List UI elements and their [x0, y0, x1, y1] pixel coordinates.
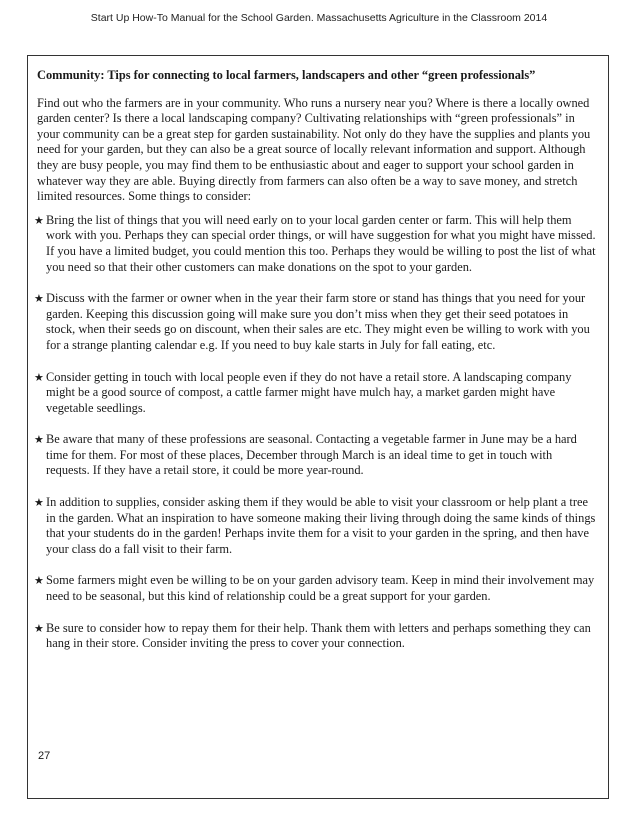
page-number: 27 — [38, 750, 51, 763]
tip-item — [34, 620, 598, 652]
star-icon: ★ — [34, 622, 44, 635]
star-icon: ★ — [34, 214, 44, 227]
tip-text: Discuss with the farmer or owner when in the year their farm store or stand has things that you need for your garden. Keeping this discussion going will make sure you don’t miss when they get their seed potatoes in stock, when their seeds go on discount, when their sales are etc. They might even be willing to work with you for a strange planting calendar e.g. If you need to buy kale starts in July for fall eating, etc. — [46, 291, 590, 352]
tip-item — [34, 369, 598, 417]
running-header: Start Up How-To Manual for the School Garden. Massachusetts Agriculture in the Classroom 2014 — [90, 12, 548, 24]
tip-item — [34, 291, 598, 353]
star-icon: ★ — [34, 371, 44, 384]
star-icon: ★ — [34, 434, 44, 447]
tip-text: Consider getting in touch with local people even if they do not have a retail store. A landscaping company might be a good source of compost, a cattle farmer might have mulch hay, a market garden might have vegetable seedlings. — [46, 369, 572, 415]
star-icon: ★ — [34, 575, 44, 588]
content-frame — [27, 55, 609, 799]
tip-text: In addition to supplies, consider asking them if they would be able to visit your classroom or help plant a tree in the garden. What an inspiration to have someone making their living through doing the same kinds of things that your students do in the garden! Perhaps invite them for a visit to your garden in the spring, and then have your class do a fall visit to their farm. — [46, 495, 596, 556]
tips-list — [34, 212, 598, 652]
tip-text: Some farmers might even be willing to be on your garden advisory team. Keep in mind their involvement may need to be seasonal, but this kind of relationship could be a great support for your garden. — [46, 573, 595, 604]
tip-text: Be aware that many of these professions are seasonal. Contacting a vegetable farmer in June may be a hard time for them. For most of these places, December through March is an ideal time to get in touch with requests. If they have a retail store, it could be more year-round. — [46, 432, 577, 478]
tip-item — [34, 573, 598, 604]
tip-item — [34, 212, 598, 275]
star-icon: ★ — [34, 293, 44, 306]
tip-item — [34, 495, 598, 557]
tip-item — [34, 432, 598, 479]
star-icon: ★ — [34, 497, 44, 510]
section-title: Community: Tips for connecting to local farmers, landscapers and other “green professionals” — [37, 68, 536, 82]
tip-text: Be sure to consider how to repay them for their help. Thank them with letters and perhaps something they can hang in their store. Consider inviting the press to cover your connection. — [46, 620, 591, 651]
tip-text: Bring the list of things that you will need early on to your local garden center or farm. This will help them work with you. Perhaps they can special order things, or will have suggestion for what you might have missed. If you have a limited budget, you could mention this too. Perhaps they would be willing to post the list of what you need so that their other customers can make donations on the spot to your garden. — [46, 212, 596, 274]
intro-paragraph: Find out who the farmers are in your community. Who runs a nursery near you? Where is there a locally owned garden center? Is there a local landscaping company? Cultivating relationships with “green professionals” in your community can be a great step for garden sustainability. Not only do they have the supplies and plants you need for your garden, but they can also be a great source of locally relevant information and support. Although they are busy people, you may find them to be enthusiastic about and eager to support your school garden in whatever way they are able. Buying directly from farmers can also often be a way to save money, and stretch limited resources. Some things to consider: — [37, 95, 591, 204]
